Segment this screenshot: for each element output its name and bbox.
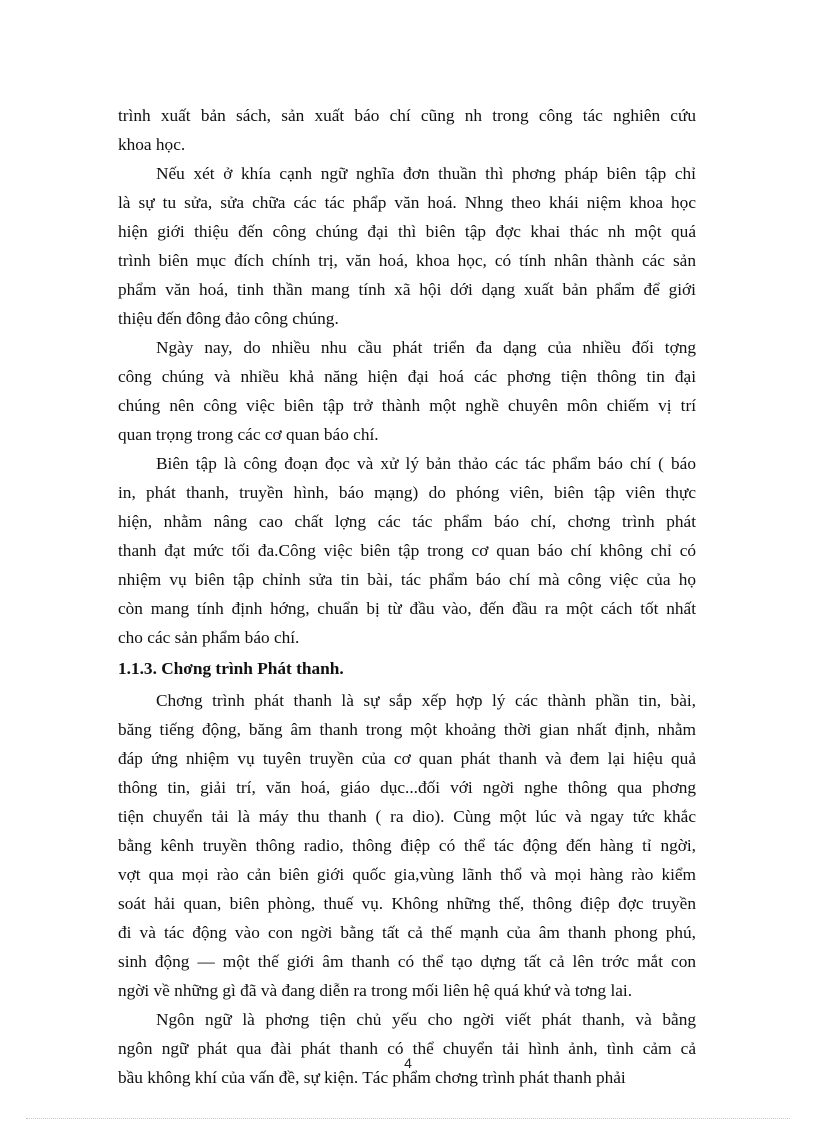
text-line: thanh đạt mức tối đa.Công việc biên tập trong cơ quan báo chí không chỉ có	[118, 541, 696, 560]
text-line: Ngày nay, do nhiều nhu cầu phát triển đa dạng của nhiều đối tợng	[156, 338, 696, 357]
paragraph-p5	[118, 686, 696, 1005]
text-line: cho các sản phẩm báo chí.	[118, 628, 300, 647]
text-line: là sự tu sửa, sửa chữa các tác phẩp văn hoá. Nhng theo khái niệm khoa học	[118, 193, 696, 212]
paragraphs-before-heading	[118, 101, 696, 652]
text-line: tiện chuyển tải là máy thu thanh ( ra dio). Cùng một lúc và ngay tức khắc	[118, 807, 696, 826]
text-line: công chúng và nhiều khả năng hiện đại hoá các phơng tiện thông tin đại	[118, 367, 696, 386]
text-line: ngôn ngữ phát qua đài phát thanh có thể chuyển tải hình ảnh, tình cảm cả	[118, 1039, 696, 1058]
text-line: Ngôn ngữ là phơng tiện chủ yếu cho ngời viết phát thanh, và bằng	[156, 1010, 696, 1029]
text-line: nhiệm vụ biên tập chỉnh sửa tin bài, tác phẩm báo chí mà công việc của họ	[118, 570, 696, 589]
paragraph-p1	[118, 101, 696, 159]
page-number: 4	[404, 1055, 412, 1071]
text-line: bầu không khí của vấn đề, sự kiện. Tác phẩm chơng trình phát thanh phải	[118, 1068, 626, 1087]
text-line: còn mang tính định hớng, chuẩn bị từ đầu vào, đến đầu ra một cách tốt nhất	[118, 599, 696, 618]
paragraph-p2	[118, 159, 696, 333]
text-line: quan trọng trong các cơ quan báo chí.	[118, 425, 379, 444]
text-line: trình xuất bản sách, sản xuất báo chí cũng nh trong công tác nghiên cứu	[118, 106, 696, 125]
text-line: đi và tác động vào con ngời bằng tất cả thế mạnh của âm thanh phong phú,	[118, 923, 696, 942]
text-line: bằng kênh truyền thông radio, thông điệp có thể tác động đến hàng tỉ ngời,	[118, 836, 696, 855]
text-line: trình biên mục đích chính trị, văn hoá, khoa học, có tính nhân thành các sản	[118, 251, 696, 270]
text-line: hiện giới thiệu đến công chúng đại thì biên tập đợc khai thác nh một quá	[118, 222, 696, 241]
text-line: thiệu đến đông đảo công chúng.	[118, 309, 339, 328]
text-line: khoa học.	[118, 135, 186, 154]
text-line: soát hải quan, biên phòng, thuế vụ. Không những thế, thông điệp đợc truyền	[118, 894, 696, 913]
text-line: vợt qua mọi rào cản biên giới quốc gia,vùng lãnh thổ và mọi hàng rào kiểm	[118, 865, 696, 884]
document-body	[118, 101, 696, 1092]
text-line: đáp ứng nhiệm vụ tuyên truyền của cơ quan phát thanh và đem lại hiệu quả	[118, 749, 696, 768]
text-line: phẩm văn hoá, tinh thần mang tính xã hội dới dạng xuất bản phẩm để giới	[118, 280, 696, 299]
text-line: hiện, nhằm nâng cao chất lợng các tác phẩm báo chí, chơng trình phát	[118, 512, 696, 531]
page-bottom-border	[26, 1118, 790, 1119]
text-line: chúng nên công việc biên tập trở thành một nghề chuyên môn chiếm vị trí	[118, 396, 696, 415]
paragraph-p4	[118, 449, 696, 652]
paragraphs-after-heading	[118, 686, 696, 1092]
text-line: Chơng trình phát thanh là sự sắp xếp hợp lý các thành phần tin, bài,	[156, 691, 696, 710]
text-line: sinh động — một thế giới âm thanh có thể tạo dựng tất cả lên trớc mắt con	[118, 952, 696, 971]
text-line: Nếu xét ở khía cạnh ngữ nghĩa đơn thuần thì phơng pháp biên tập chỉ	[156, 164, 696, 183]
paragraph-p6	[118, 1005, 696, 1092]
text-line: băng tiếng động, băng âm thanh trong một khoảng thời gian nhất định, nhằm	[118, 720, 696, 739]
text-line: in, phát thanh, truyền hình, báo mạng) do phóng viên, biên tập viên thực	[118, 483, 696, 502]
text-line: ngời về những gì đã và đang diễn ra trong mối liên hệ quá khứ và tơng lai.	[118, 981, 633, 1000]
section-heading: 1.1.3. Chơng trình Phát thanh.	[118, 659, 344, 678]
paragraph-p3	[118, 333, 696, 449]
text-line: Biên tập là công đoạn đọc và xử lý bản thảo các tác phẩm báo chí ( báo	[156, 454, 696, 473]
text-line: thông tin, giải trí, văn hoá, giáo dục...đối với ngời nghe thông qua phơng	[118, 778, 696, 797]
